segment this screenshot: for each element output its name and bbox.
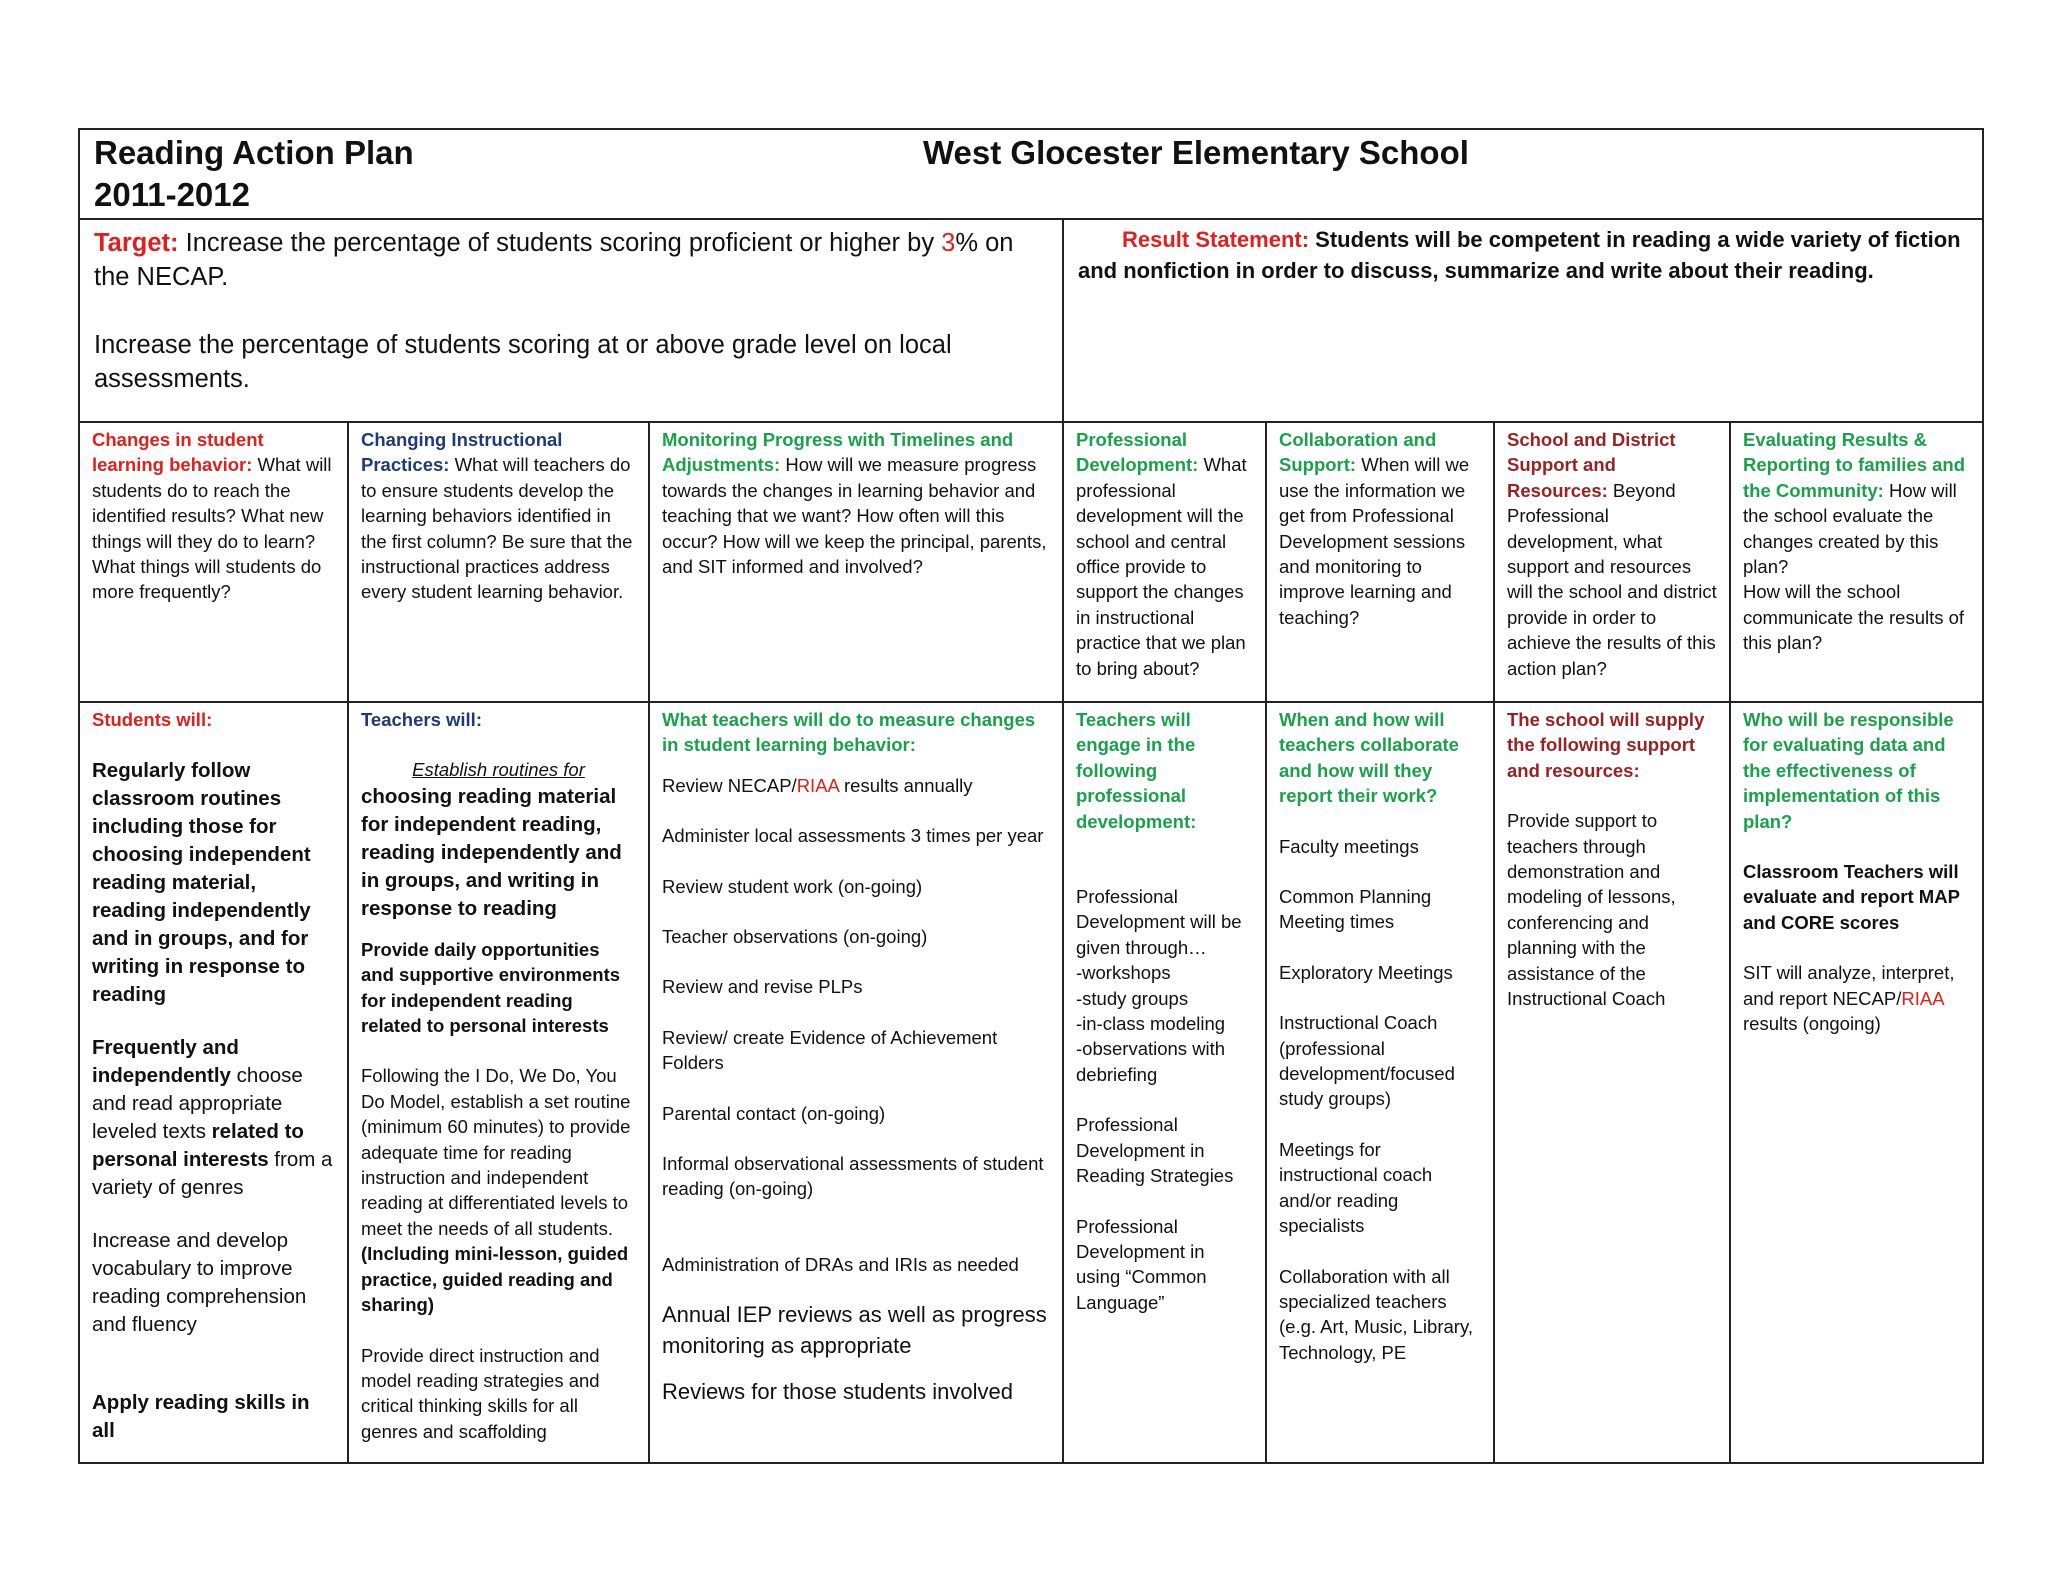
list-item: Exploratory Meetings bbox=[1279, 961, 1453, 983]
list-item: Professional Development will be given through… bbox=[1076, 886, 1242, 958]
list-item: Professional Development in using “Common Language” bbox=[1076, 1215, 1207, 1313]
list-item: Professional Development in Reading Strategies bbox=[1076, 1114, 1234, 1187]
list-item: Provide direct instruction and model reading strategies and critical thinking skills for all genres and scaffolding bbox=[361, 1344, 600, 1442]
result-text: Students will be competent in reading a wide variety of fiction and nonfiction in order to discuss, summarize and write about their reading. bbox=[1078, 227, 1961, 283]
target-label: Target: bbox=[94, 229, 179, 257]
column-answer: What teachers will do to measure changes in student learning behavior: Review NECAP/RIAA results annually Administer local assessments 3 times per year Review student work (on-going) Teacher observations (on-going) Review and revise PLPs Review/ create Evidence of Achievement Folders Parental contact (on-going) Informal observational assessments of student reading (on-going) Administration of DRAs and IRIs as needed Annual IEP reviews as well as progress monitoring as appropriate Reviews for those students involved bbox=[650, 703, 1062, 1462]
list-item: Annual IEP reviews as well as progress monitoring as appropriate bbox=[662, 1302, 1047, 1359]
plan-columns bbox=[80, 423, 1982, 1462]
column-answer: The school will supply the following support and resources: Provide support to teachers through demonstration and modeling of lessons, conferencing and planning with the assistance of the Instructional Coach bbox=[1495, 703, 1729, 1462]
column-question: Monitoring Progress with Timelines and Adjustments: How will we measure progress towards the changes in learning behavior and teaching that we want? How often will this occur? How will we keep the principal, parents, and SIT informed and involved? bbox=[650, 423, 1062, 703]
school-year: 2011-2012 bbox=[94, 176, 250, 213]
result-statement-cell bbox=[1064, 220, 1982, 421]
list-item: Classroom Teachers will evaluate and report MAP and CORE scores bbox=[1743, 861, 1960, 933]
list-item: Regularly follow classroom routines including those for choosing independent reading material, reading independently and in groups, and for writing in response to reading bbox=[92, 759, 311, 1007]
column-evaluating-results bbox=[1731, 423, 1982, 1462]
target-percent: 3 bbox=[941, 229, 956, 257]
target-row bbox=[80, 220, 1982, 423]
list-item: Administer local assessments 3 times per year bbox=[662, 825, 1044, 847]
list-item: Informal observational assessments of student reading (on-going) bbox=[662, 1153, 1044, 1200]
target-line-2: Increase the percentage of students scoring at or above grade level on local assessments. bbox=[94, 331, 952, 393]
list-item: Common Planning Meeting times bbox=[1279, 886, 1432, 933]
column-student-behavior bbox=[80, 423, 349, 1462]
list-item: Review student work (on-going) bbox=[662, 875, 923, 897]
list-item: Frequently and independently choose and read appropriate leveled texts related to personal interests from a variety of genres bbox=[92, 1036, 333, 1200]
column-answer: Teachers will: Establish routines for choosing reading material for independent reading, reading independently and in groups, and writing in response to reading Provide daily opportunities and supportive environments for independent reading related to personal interests Following the I Do, We Do, You Do Model, establish a set routine (minimum 60 minutes) to provide adequate time for reading instruction and independent reading at differentiated levels to meet the needs of all students.(Including mini-lesson, guided practice, guided reading and sharing) Provide direct instruction and model reading strategies and critical thinking skills for all genres and scaffolding bbox=[349, 703, 648, 1462]
list-item: -study groups bbox=[1076, 987, 1189, 1009]
list-item: Following the I Do, We Do, You Do Model, establish a set routine (minimum 60 minutes) to provide adequate time for reading instruction and independent reading at differentiated levels to meet the needs of all students.(Including mini-lesson, guided practice, guided reading and sharing) bbox=[361, 1065, 631, 1316]
list-item: -workshops bbox=[1076, 962, 1171, 984]
school-name: West Glocester Elementary School bbox=[923, 134, 1469, 171]
column-question: Evaluating Results & Reporting to families and the Community: How will the school evaluate the changes created by this plan? How will the school communicate the results of this plan? bbox=[1731, 423, 1982, 703]
list-item: Increase and develop vocabulary to improve reading comprehension and fluency bbox=[92, 1229, 307, 1337]
list-item: Instructional Coach (professional development/focused study groups) bbox=[1279, 1012, 1455, 1110]
column-collaboration-support bbox=[1267, 423, 1495, 1462]
target-line-1: Target: Increase the percentage of students scoring proficient or higher by 3% on the NECAP. bbox=[94, 229, 1014, 291]
column-answer: Students will: Regularly follow classroom routines including those for choosing independent reading material, reading independently and in groups, and for writing in response to reading Frequently and independently choose and read appropriate leveled texts related to personal interests from a variety of genres Increase and develop vocabulary to improve reading comprehension and fluency Apply reading skills in all bbox=[80, 703, 347, 1462]
action-plan-table bbox=[78, 128, 1984, 1464]
column-instructional-practices bbox=[349, 423, 650, 1462]
result-label: Result Statement: bbox=[1122, 227, 1310, 252]
target-cell bbox=[80, 220, 1064, 421]
list-item: Collaboration with all specialized teachers (e.g. Art, Music, Library, Technology, PE bbox=[1279, 1265, 1473, 1363]
list-item: Teacher observations (on-going) bbox=[662, 926, 928, 948]
list-item: Apply reading skills in all bbox=[92, 1391, 310, 1443]
column-professional-development bbox=[1064, 423, 1267, 1462]
column-question: Changes in student learning behavior: What will students do to reach the identified results? What new things will they do to learn? What things will students do more frequently? bbox=[80, 423, 347, 703]
list-item: -in-class modeling bbox=[1076, 1013, 1226, 1035]
list-item: SIT will analyze, interpret, and report NECAP/RIAA results (ongoing) bbox=[1743, 962, 1955, 1035]
list-item: Review/ create Evidence of Achievement Folders bbox=[662, 1026, 998, 1074]
column-question: Professional Development: What professional development will the school and central office provide to support the changes in instructional practice that we plan to bring about? bbox=[1064, 423, 1265, 703]
list-item: Faculty meetings bbox=[1279, 835, 1419, 857]
page-title: Reading Action Plan bbox=[94, 134, 414, 171]
list-item: Meetings for instructional coach and/or reading specialists bbox=[1279, 1138, 1433, 1237]
list-item: Parental contact (on-going) bbox=[662, 1102, 886, 1124]
column-question: Collaboration and Support: When will we use the information we get from Professional Development sessions and monitoring to improve learning and teaching? bbox=[1267, 423, 1493, 703]
column-answer: When and how will teachers collaborate and how will they report their work? Faculty meetings Common Planning Meeting times Exploratory Meetings Instructional Coach (professional development/focused study groups) Meetings for instructional coach and/or reading specialists Collaboration with all specialized teachers (e.g. Art, Music, Library, Technology, PE bbox=[1267, 703, 1493, 1462]
column-monitoring-progress bbox=[650, 423, 1064, 1462]
header-row bbox=[80, 130, 1982, 220]
column-answer: Teachers will engage in the following professional development: Professional Development will be given through… -workshops -study groups -in-class modeling -observations with debriefing Professional Development in Reading Strategies Professional Development in using “Common Language” bbox=[1064, 703, 1265, 1462]
list-item: Review and revise PLPs bbox=[662, 976, 863, 998]
column-question: Changing Instructional Practices: What will teachers do to ensure students develop the learning behaviors identified in the first column? Be sure that the instructional practices address every student learning behavior. bbox=[349, 423, 648, 703]
column-answer: Who will be responsible for evaluating data and the effectiveness of implementation of this plan? Classroom Teachers will evaluate and report MAP and CORE scores SIT will analyze, interpret, and report NECAP/RIAA results (ongoing) bbox=[1731, 703, 1982, 1462]
list-item: -observations with debriefing bbox=[1076, 1038, 1226, 1085]
column-school-district-support bbox=[1495, 423, 1731, 1462]
list-item: Provide daily opportunities and supportive environments for independent reading related to personal interests bbox=[361, 938, 621, 1037]
list-item: Reviews for those students involved bbox=[662, 1379, 1013, 1405]
list-item: Review NECAP/RIAA results annually bbox=[662, 774, 973, 796]
list-item: Establish routines for bbox=[412, 759, 585, 781]
list-item: choosing reading material for independent reading, reading independently and in groups, and writing in response to reading bbox=[361, 784, 622, 920]
list-item: Administration of DRAs and IRIs as needed bbox=[662, 1253, 1019, 1275]
list-item: Provide support to teachers through demonstration and modeling of lessons, conferencing and planning with the assistance of the Instructional Coach bbox=[1507, 810, 1676, 1010]
column-question: School and District Support and Resources: Beyond Professional development, what support and resources will the school and district provide in order to achieve the results of this action plan? bbox=[1495, 423, 1729, 703]
